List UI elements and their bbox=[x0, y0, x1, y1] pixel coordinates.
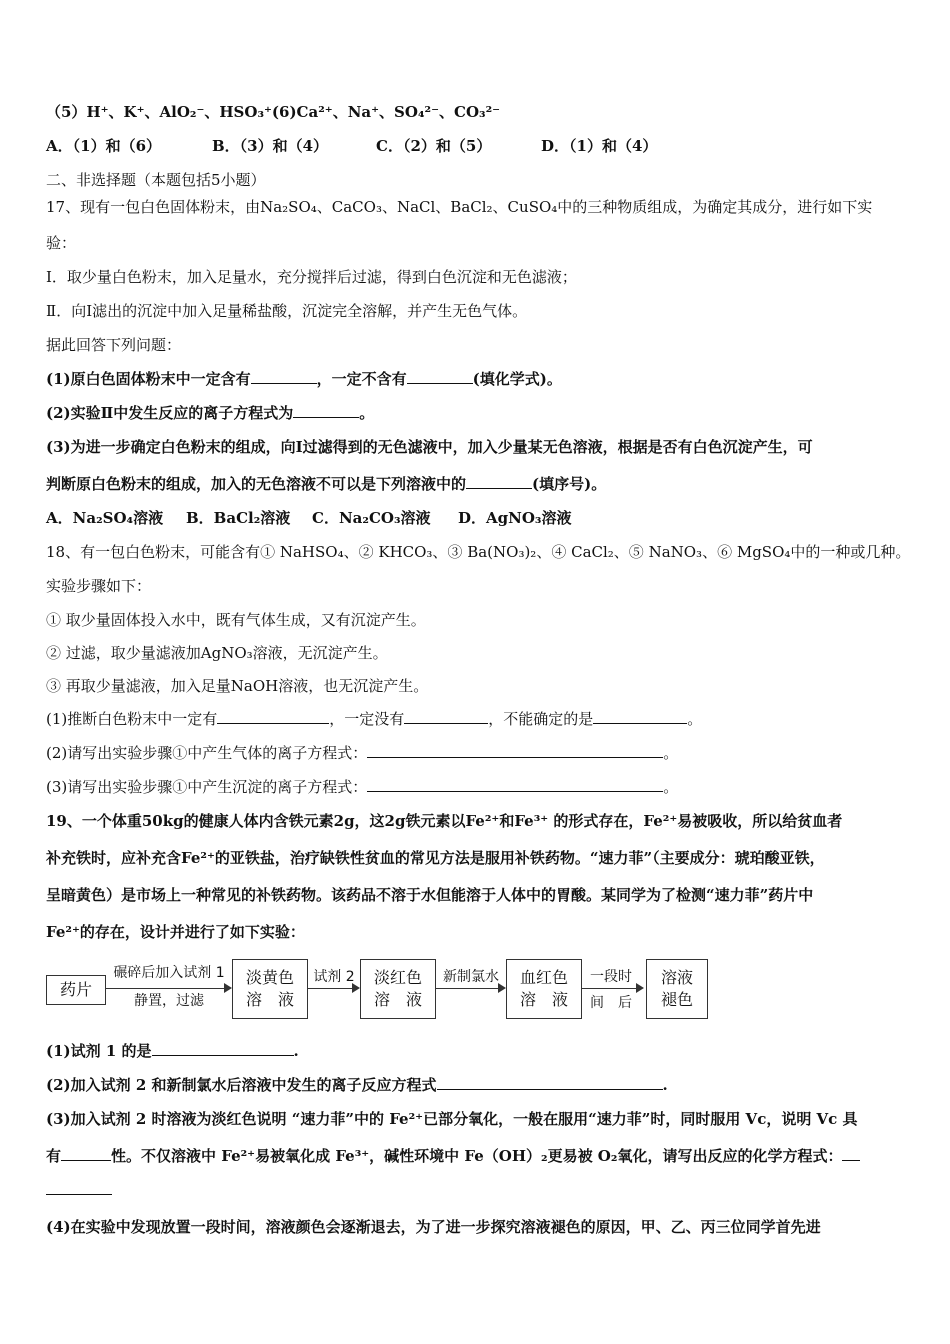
answer-blank[interactable] bbox=[251, 369, 317, 384]
q19-line-1: 19、一个体重50kg的健康人体内含铁元素2g，这2g铁元素以Fe²⁺和Fe³⁺ 的形式存在，Fe²⁺易被吸收，所以给贫血者 bbox=[46, 812, 843, 830]
q19-part-3-line-3 bbox=[46, 1180, 908, 1200]
q19-line-4: Fe²⁺的存在，设计并进行了如下实验： bbox=[46, 923, 305, 941]
q16-item5-ions: H⁺、K⁺、AlO₂⁻、HSO₃⁺(6)Ca²⁺、Na⁺、SO₄²⁻、CO₃²⁻ bbox=[86, 103, 501, 121]
q19-p1-text-b: . bbox=[293, 1042, 299, 1060]
flow-arrow-3-top-label: 新制氯水 bbox=[443, 969, 499, 985]
answer-blank[interactable] bbox=[842, 1146, 860, 1161]
q16-option-b: B．（3）和（4） bbox=[212, 137, 329, 155]
q17-step-1: Ⅰ．取少量白色粉末，加入足量水，充分搅拌后过滤，得到白色沉淀和无色滤液； bbox=[46, 268, 577, 286]
q17-p3-text-a: 判断原白色粉末的组成，加入的无色溶液不可以是下列溶液中的 bbox=[46, 475, 467, 493]
q18-p2-text-b: 。 bbox=[663, 744, 679, 762]
q18-p1-text-c: ，不能确定的是 bbox=[488, 710, 594, 728]
q19-part-4: (4)在实验中发现放置一段时间，溶液颜色会逐渐退去，为了进一步探究溶液褪色的原因，甲、乙、丙三位同学首先进 bbox=[46, 1218, 821, 1236]
q16-item5-label: （5） bbox=[46, 103, 87, 121]
q19-p2-text-a: (2)加入试剂 2 和新制氯水后溶液中发生的离子反应方程式 bbox=[46, 1076, 437, 1094]
flow-box-pale-red-line-2: 溶 液 bbox=[373, 990, 422, 1009]
flow-box-faded bbox=[646, 959, 708, 1019]
answer-blank[interactable] bbox=[61, 1146, 111, 1161]
flow-box-blood-red-line-2: 溶 液 bbox=[519, 990, 568, 1009]
answer-blank[interactable] bbox=[367, 743, 663, 758]
q17-p3-text-b: (填序号)。 bbox=[532, 475, 607, 493]
flow-arrow-4-line bbox=[582, 988, 636, 989]
q17-part-3-line-1: (3)为进一步确定白色粉末的组成，向Ⅰ过滤得到的无色滤液中，加入少量某无色溶液，根据是否有白色沉淀产生，可 bbox=[46, 438, 813, 456]
answer-blank[interactable] bbox=[367, 777, 663, 792]
q19-line-2: 补充铁时，应补充含Fe²⁺的亚铁盐，治疗缺铁性贫血的常见方法是服用补铁药物。“速力菲”（主要成分：琥珀酸亚铁， bbox=[46, 849, 825, 867]
q17-option-c: C．Na₂CO₃溶液 bbox=[312, 509, 431, 527]
section-title: 二、非选择题（本题包括5小题） bbox=[46, 171, 266, 189]
flow-arrow-4-bottom-label: 间 后 bbox=[590, 995, 632, 1011]
answer-blank[interactable] bbox=[217, 709, 329, 724]
answer-blank[interactable] bbox=[466, 474, 532, 489]
flow-arrow-1-bottom-label: 静置，过滤 bbox=[134, 993, 204, 1009]
answer-blank[interactable] bbox=[293, 403, 359, 418]
q18-part-2 bbox=[46, 743, 908, 763]
q17-stem-1: 17、现有一包白色固体粉末，由Na₂SO₄、CaCO₃、NaCl、BaCl₂、CuSO₄中的三种物质组成，为确定其成分，进行如下实 bbox=[46, 198, 873, 216]
q18-step-3: ③ 再取少量滤液，加入足量NaOH溶液，也无沉淀产生。 bbox=[46, 677, 429, 695]
q17-p2-text-b: 。 bbox=[359, 404, 375, 422]
flow-arrow-4-top-label: 一段时 bbox=[590, 969, 632, 985]
answer-blank[interactable] bbox=[152, 1041, 294, 1056]
q16-option-d: D．（1）和（4） bbox=[541, 137, 658, 155]
q17-step-2: Ⅱ．向Ⅰ滤出的沉淀中加入足量稀盐酸，沉淀完全溶解，并产生无色气体。 bbox=[46, 302, 528, 320]
q19-p3-text-b: 性。不仅溶液中 Fe²⁺易被氧化成 Fe³⁺，碱性环境中 Fe（OH）₂更易被 O₂氧化，请写出反应的化学方程式： bbox=[111, 1147, 843, 1165]
q18-part-3 bbox=[46, 777, 908, 797]
q17-p1-text-c: (填化学式)。 bbox=[472, 370, 562, 388]
q18-p3-text-b: 。 bbox=[663, 778, 679, 796]
q17-part-1 bbox=[46, 369, 908, 389]
q19-part-1 bbox=[46, 1041, 908, 1061]
q18-p2-text-a: (2)请写出实验步骤①中产生气体的离子方程式： bbox=[46, 744, 368, 762]
q18-p1-text-a: (1)推断白色粉末中一定有 bbox=[46, 710, 218, 728]
q19-part-3-line-1: (3)加入试剂 2 时溶液为淡红色说明 “速力菲”中的 Fe²⁺已部分氧化，一般在服用“速力菲”时，同时服用 Vc，说明 Vc 具 bbox=[46, 1110, 858, 1128]
q17-p1-text-b: ，一定不含有 bbox=[316, 370, 407, 388]
flow-box-pale-yellow bbox=[232, 959, 308, 1019]
q17-option-a: A．Na₂SO₄溶液 bbox=[46, 509, 164, 527]
flow-box-pale-yellow-line-1: 淡黄色 bbox=[245, 968, 294, 987]
flow-arrow-3-head bbox=[498, 983, 506, 993]
q17-part-2 bbox=[46, 403, 908, 423]
q17-option-b: B．BaCl₂溶液 bbox=[186, 509, 291, 527]
q19-p3-text-a: 有 bbox=[46, 1147, 62, 1165]
answer-blank[interactable] bbox=[407, 369, 473, 384]
flow-box-pale-yellow-line-2: 溶 液 bbox=[245, 990, 294, 1009]
flow-box-tablet-label: 药片 bbox=[59, 980, 92, 999]
answer-blank[interactable] bbox=[437, 1075, 663, 1090]
flow-box-faded-line-1: 溶液 bbox=[660, 968, 693, 987]
q19-p2-text-b: . bbox=[662, 1076, 668, 1094]
answer-blank[interactable] bbox=[404, 709, 488, 724]
flow-arrow-2-line bbox=[308, 988, 352, 989]
flow-arrow-1-line bbox=[106, 988, 224, 989]
flow-box-blood-red-line-1: 血红色 bbox=[519, 968, 568, 987]
q18-part-1 bbox=[46, 709, 908, 729]
flow-arrow-2-top-label: 试剂 2 bbox=[313, 969, 355, 985]
q18-p1-text-d: 。 bbox=[687, 710, 703, 728]
q18-p3-text-a: (3)请写出实验步骤①中产生沉淀的离子方程式： bbox=[46, 778, 368, 796]
q19-p1-text-a: (1)试剂 1 的是 bbox=[46, 1042, 152, 1060]
q18-p1-text-b: ，一定没有 bbox=[329, 710, 405, 728]
q18-step-2: ② 过滤，取少量滤液加AgNO₃溶液，无沉淀产生。 bbox=[46, 644, 388, 662]
q17-p1-text-a: (1)原白色固体粉末中一定含有 bbox=[46, 370, 251, 388]
flow-box-pale-red bbox=[360, 959, 436, 1019]
q19-line-3: 呈暗黄色）是市场上一种常见的补铁药物。该药品不溶于水但能溶于人体中的胃酸。某同学为了检测“速力菲”药片中 bbox=[46, 886, 814, 904]
q17-stem-2: 验： bbox=[46, 234, 77, 252]
flow-box-blood-red bbox=[506, 959, 582, 1019]
q16-item5 bbox=[46, 102, 908, 122]
flow-box-tablet bbox=[46, 975, 106, 1005]
answer-blank[interactable] bbox=[593, 709, 687, 724]
q17-option-d: D．AgNO₃溶液 bbox=[458, 509, 572, 527]
flow-box-faded-line-2: 褪色 bbox=[660, 990, 693, 1009]
flow-arrow-2-head bbox=[352, 983, 360, 993]
flow-box-pale-red-line-1: 淡红色 bbox=[373, 968, 422, 987]
answer-blank[interactable] bbox=[46, 1180, 112, 1195]
q16-option-c: C．（2）和（5） bbox=[376, 137, 492, 155]
flow-arrow-1-top-label: 碾碎后加入试剂 1 bbox=[113, 965, 225, 981]
q16-option-a: A．（1）和（6） bbox=[46, 137, 162, 155]
experiment-flow-diagram bbox=[46, 957, 716, 1023]
q18-stem: 18、有一包白色粉末，可能含有① NaHSO₄、② KHCO₃、③ Ba(NO₃)₂、④ CaCl₂、⑤ NaNO₃、⑥ MgSO₄中的一种或几种。 bbox=[46, 543, 911, 561]
q18-lead: 实验步骤如下： bbox=[46, 577, 152, 595]
q17-part-3-line-2 bbox=[46, 474, 908, 494]
q17-p2-text-a: (2)实验Ⅱ中发生反应的离子方程式为 bbox=[46, 404, 294, 422]
q19-part-3-line-2 bbox=[46, 1146, 908, 1166]
q18-step-1: ① 取少量固体投入水中，既有气体生成，又有沉淀产生。 bbox=[46, 611, 426, 629]
flow-arrow-4-head bbox=[636, 983, 644, 993]
q19-part-2 bbox=[46, 1075, 908, 1095]
flow-arrow-3-line bbox=[436, 988, 498, 989]
q17-lead: 据此回答下列问题： bbox=[46, 336, 182, 354]
